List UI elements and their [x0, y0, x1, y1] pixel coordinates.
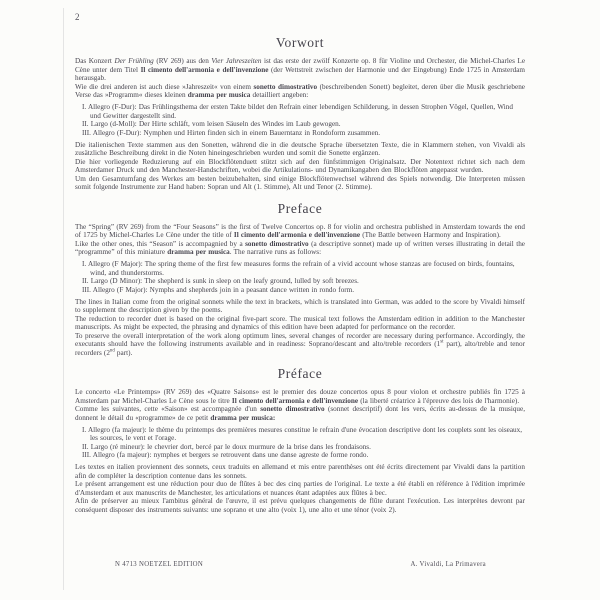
paragraph: Das Konzert Der Frühling (RV 269) aus den Vier Jahreszeiten ist das erste der zwölf Konzerte op. 8 für Violine und Orchester, die Michel-Charles Le Cène unter dem Titel Il cimento dell'armonia e dell'invenzione (der Wettstreit zwischen der Harmonie und der Eingebung) Ende 1725 in Amsterdam herausgab. [75, 57, 526, 82]
paragraph: Afin de préserver au mieux l'ambitus général de l'œuvre, il est prévu quelques changements de flûte durant l'exécution. Les interprètes devront par conséquent disposer des instruments suivants: une soprano et une alto (voix 1), une alto et une ténor (voix 2). [75, 497, 525, 514]
paragraph: Die italienischen Texte stammen aus den Sonetten, während die in die deutsche Sprache übersetzten Texte, die in Klammern stehen, von Vivaldi als zusätzliche Beschreibung direkt in die Noten hineingeschrieben wurden und somit die Sonette ergänzen. [75, 140, 525, 157]
movement-list [75, 260, 525, 294]
paragraph: Le présent arrangement est une réduction pour duo de flûtes à bec des cinq parties de l'original. Le texte a été établi en référence à l'édition imprimée d'Amsterdam et aux manuscrits de Manchester, les articulations et nuances étant adaptées aux flûtes à bec. [75, 480, 525, 497]
movement-list-item: II. Largo (d-Moll): Der Hirte schläft, vom leisen Säuseln des Windes im Laub gewogen. [82, 120, 341, 128]
page-scan-edge-line [63, 8, 64, 590]
work-title: A. Vivaldi, La Primavera [410, 561, 486, 568]
page-number: 2 [75, 12, 80, 22]
movement-list-item: I. Allegro (fa majeur): le thème du printemps des premières mesures constitue le refrain d'une évocation descriptive dont les couplets sont les oiseaux, les sources, le vent et l'orage. [82, 425, 523, 442]
section-title: Préface [277, 366, 323, 381]
movement-list-item: I. Allegro (F Major): The spring theme of the first few measures forms the refrain of a vivid account whose stanzas are focused on birds, fountains, wind, and thunderstorms. [82, 260, 515, 277]
section-title: Vorwort [275, 35, 325, 50]
movement-list-item: III. Allegro (F-Dur): Nymphen und Hirten finden sich in einem Bauerntanz in Rondoform zusammen. [82, 128, 381, 137]
movement-list-item: I. Allegro (F-Dur): Das Frühlingsthema der ersten Takte bildet den Refrain einer lebendigen Schilderung, in dessen Strophen Vögel, Quellen, Wind und Gewitter dargestellt sind. [82, 103, 513, 120]
edition-number: N 4713 NOETZEL EDITION [115, 561, 204, 568]
sections [75, 35, 525, 514]
section-preface [75, 201, 525, 358]
section-title: Preface [277, 200, 323, 216]
paragraph: Like the other ones, this “Season” is accompagnied by a sonetto dimostrativo (a descriptive sonnet) made up of written verses illustrating in detail the “programme” of this miniature dramma per musica. The narrative runs as follows: [75, 239, 525, 256]
section-vorwort [75, 35, 525, 192]
movement-list [75, 103, 525, 137]
paragraph: Les textes en italien proviennent des sonnets, ceux traduits en allemand et mis entre parenthèses ont été écrits directement par Vivaldi dans la partition afin de compléter la description contenue dans les sonnets. [75, 463, 525, 480]
paragraph: Die hier vorliegende Reduzierung auf ein Blockflötenduett stützt sich auf den fünfstimmigen Originalsatz. Der Notentext richtet sich nach dem Amsterdamer Druck und den Manchester-Handschriften, wobei die Artikulations- und Dynamikangaben den Blockflöten angepasst wurden. [75, 157, 525, 174]
movement-list-item: II. Largo (D Minor): The shepherd is sunk in sleep on the leafy ground, lulled by soft breezes. [82, 277, 359, 285]
paragraph: Le concerto «Le Printemps» (RV 269) des «Quatre Saisons» est le premier des douze concertos opus 8 pour violon et orchestre publiés fin 1725 à Amsterdam par Michel-Charles Le Cène sous le titre Il cimento dell'armonia e dell'invenzione (la liberté créatrice à l'épreuve des lois de l'harmonie). [75, 388, 525, 405]
page-footer [115, 561, 486, 568]
paragraph: To preserve the overall interpretation of the work along optimum lines, several changes of recorder are necessary during performance. Accordingly, the executants should have the following instruments available and in readiness: Soprano/descant and alto/treble recorders (1st part), alto/treble and tenor recorders (2nd part). [75, 331, 525, 357]
movement-list [75, 426, 525, 460]
paragraph: The “Spring” (RV 269) from the “Four Seasons” is the first of Twelve Concertos op. 8 for violin and orchestra published in Amsterdam towards the end of 1725 by Michel-Charles Le Cène under the title of Il cimento dell'armonia e dell'invenzione (The Battle between Harmony and Inspiration). [75, 222, 525, 239]
paragraph: The lines in Italian come from the original sonnets while the text in brackets, which is translated into German, was added to the score by Vivaldi himself to supplement the description given by the poems. [75, 297, 525, 314]
movement-list-item: III. Allegro (fa majeur): nymphes et bergers se retrouvent dans une danse agreste de forme rondo. [82, 451, 369, 459]
paragraph: Comme les suivantes, cette «Saison» est accompagnée d'un sonetto dimostrativo (sonnet descriptif) dont les vers, écrits au-dessus de la musique, donnent le détail du «programme» de ce petit dramma per musica: [75, 405, 525, 422]
paragraph: Wie die drei anderen ist auch diese »Jahreszeit« von einem sonetto dimostrativo (beschreibenden Sonett) begleitet, deren über die Musik geschriebene Verse das »Programm« dieses kleinen dramma per musica detailliert angeben: [75, 82, 525, 99]
movement-list-item: II. Largo (ré mineur): le chevrier dort, bercé par le doux murmure de la brise dans les frondaisons. [82, 442, 371, 451]
movement-list-item: III. Allegro (F Major): Nymphs and shepherds join in a peasant dance written in rondo form. [82, 285, 355, 294]
section-preface-fr [75, 366, 525, 514]
paragraph: Um den Gesamtumfang des Werkes am besten beizubehalten, sind einige Blockflötenwechsel während des Spiels notwendig. Die Interpreten müssen somit folgende Instrumente zur Hand haben: Sopran und Alt (1. Stimme), Alt und Tenor (2. Stimme). [75, 174, 525, 191]
paragraph: The reduction to recorder duet is based on the original five-part score. The musical text follows the Amsterdam edition in addition to the Manchester manuscripts. As might be expected, the phrasing and dynamics of this edition have been adapted for performance on the recorder. [75, 314, 525, 331]
